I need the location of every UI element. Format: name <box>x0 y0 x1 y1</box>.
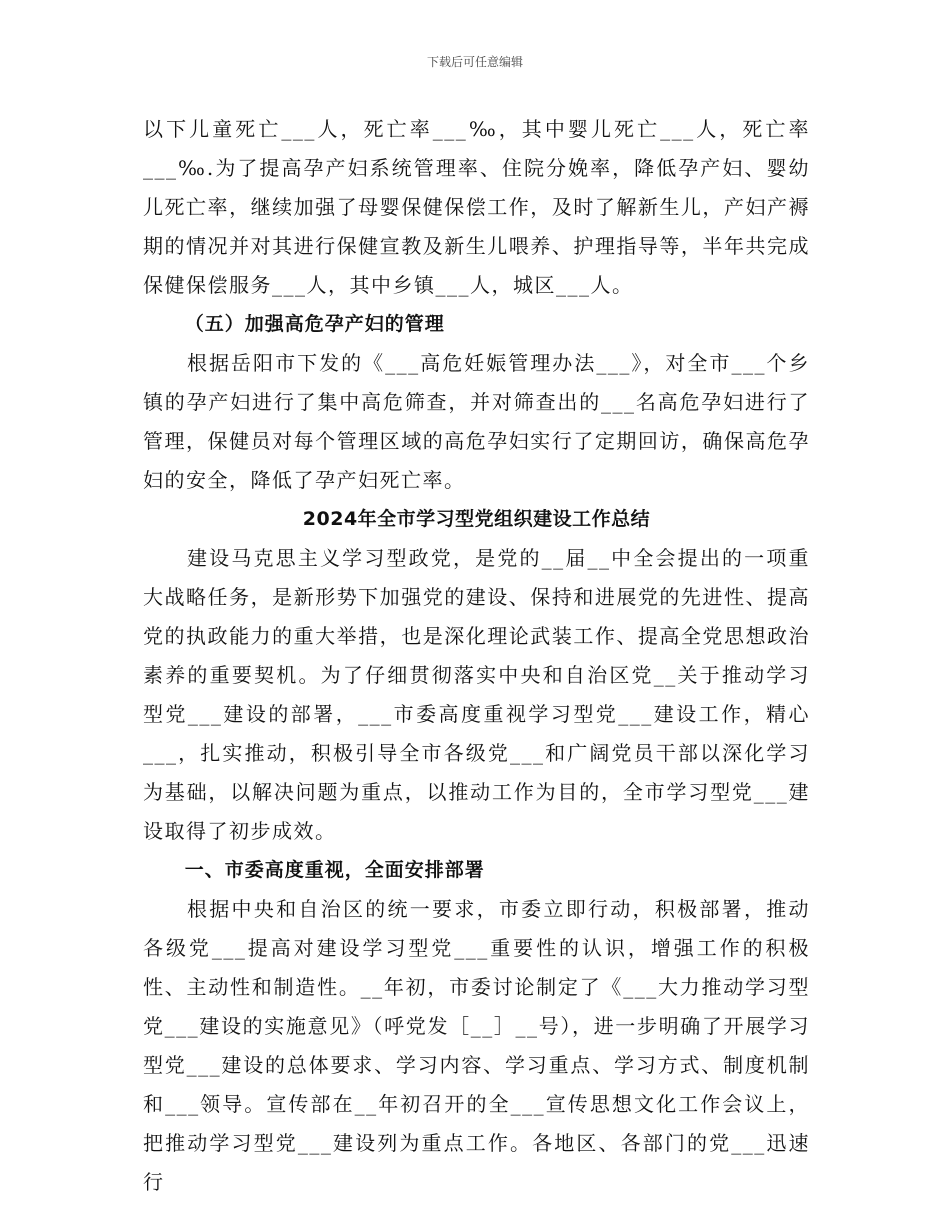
document-body <box>143 110 810 1202</box>
document-title: 2024年全市学习型党组织建设工作总结 <box>302 508 651 530</box>
paragraph-introduction: 建设马克思主义学习型政党，是党的__届__中全会提出的一项重大战略任务，是新形势下加强党的建设、保持和进展党的先进性、提高党的执政能力的重大举措，也是深化理论武装工作、提高全党思想政治素养的重要契机。为了仔细贯彻落实中央和自治区党__关于推动学习型党___建设的部署，___市委高度重视学习型党___建设工作，精心___，扎实推动，积极引导全市各级党___和广阔党员干部以深化学习为基础，以解决问题为重点，以推动工作为目的，全市学习型党___建设取得了初步成效。 <box>143 546 810 843</box>
paragraph-child-health-continued: 以下儿童死亡___人，死亡率___‰，其中婴儿死亡___人，死亡率___‰.为了提高孕产妇系统管理率、住院分娩率，降低孕产妇、婴幼儿死亡率，继续加强了母婴保健保偿工作，及时了解新生儿，产妇产褥期的情况并对其进行保健宣教及新生儿喂养、护理指导等，半年共完成保健保偿服务___人，其中乡镇___人，城区___人。 <box>143 117 810 297</box>
section-heading-high-risk-pregnancy: （五）加强高危孕产妇的管理 <box>184 313 445 335</box>
paragraph-section-one: 根据中央和自治区的统一要求，市委立即行动，积极部署，推动各级党___提高对建设学习型党___重要性的认识，增强工作的积极性、主动性和制造性。__年初，市委讨论制定了《___大力推动学习型党___建设的实施意见》（呼党发［__］__号），进一步明确了开展学习型党___建设的总体要求、学习内容、学习重点、学习方式、制度机制和___领导。宣传部在__年初召开的全___宣传思想文化工作会议上，把推动学习型党___建设列为重点工作。各地区、各部门的党___迅速行 <box>143 897 810 1194</box>
paragraph-high-risk-pregnancy: 根据岳阳市下发的《___高危妊娠管理办法___》，对全市___个乡镇的孕产妇进行了集中高危筛查，并对筛查出的___名高危孕妇进行了管理，保健员对每个管理区域的高危孕妇实行了定期回访，确保高危孕妇的安全，降低了孕产妇死亡率。 <box>143 351 810 492</box>
header-note: 下载后可任意编辑 <box>426 55 523 69</box>
section-heading-one: 一、市委高度重视，全面安排部署 <box>184 859 485 881</box>
